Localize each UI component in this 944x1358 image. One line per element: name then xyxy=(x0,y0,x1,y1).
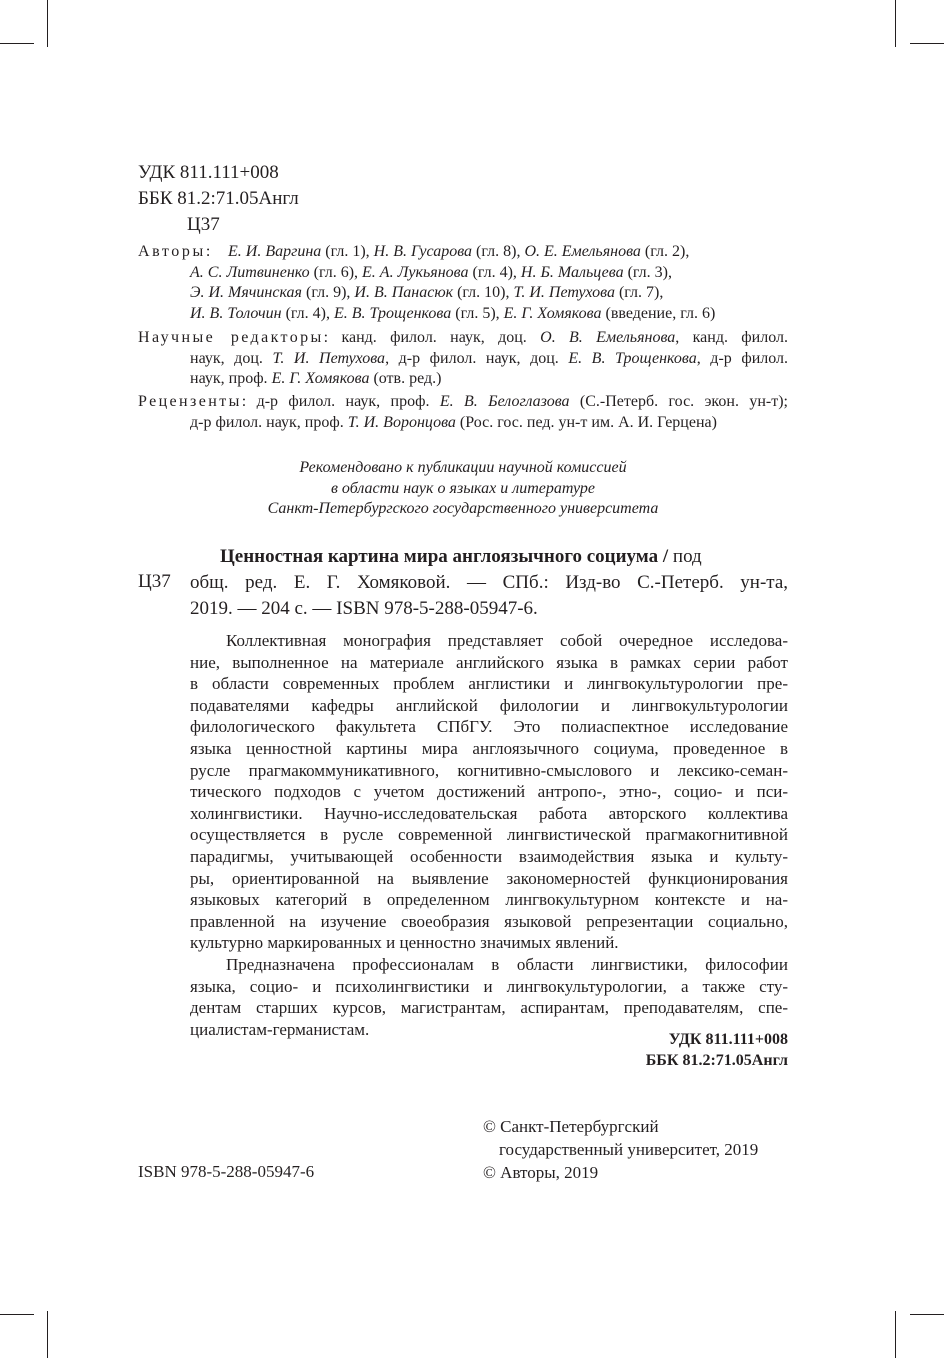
editors-line-text xyxy=(324,329,788,346)
header-udk: УДК 811.111+008 xyxy=(138,162,279,183)
reviewers-label: Рецензенты xyxy=(138,393,242,410)
authors-text: (гл. 2), xyxy=(640,243,690,260)
person-name: Е. А. Лукьянова xyxy=(362,263,469,281)
abstract-line: филологического факультета СПбГУ. Это полиаспектное исследование xyxy=(190,717,788,737)
editors-block xyxy=(138,328,788,390)
copyright-authors: © Авторы, 2019 xyxy=(483,1163,599,1182)
reviewers-line-text xyxy=(242,393,788,410)
editors-text: , д-р филол. xyxy=(696,349,789,367)
reviewers-text: д-р филол. наук, проф. xyxy=(190,413,348,431)
person-name: Е. В. Трощенкова xyxy=(568,349,697,367)
abstract-line: русле прагмакоммуникативного, когнитивно-смыслового и лексико-семан- xyxy=(190,760,788,780)
person-name: А. С. Литвиненко xyxy=(190,263,310,281)
abstract xyxy=(190,630,788,1040)
abstract-paragraph-1 xyxy=(190,630,788,954)
abstract-line: Предназначена профессионалам в области лингвистики, философии xyxy=(226,954,788,974)
editors-text: (отв. ред.) xyxy=(369,370,442,388)
abstract-line: Коллективная монография представляет собой очередное исследова- xyxy=(226,631,788,650)
person-name: И. В. Панасюк xyxy=(354,284,454,302)
abstract-line: языка ценностной картины мира англоязычного социума, проведенное в xyxy=(190,738,788,758)
reviewers-text: : д-р филол. наук, проф. xyxy=(241,393,440,410)
crop-mark-top-right-vertical xyxy=(895,0,896,47)
person-name: Н. Б. Мальцева xyxy=(520,263,624,281)
authors-text: (введение, гл. 6) xyxy=(601,304,716,322)
person-name: Е. В. Белоглазова xyxy=(439,393,570,410)
abstract-line: ние, выполненное на материале английского языка в рамках серии работ xyxy=(190,652,788,672)
person-name: И. В. Толочин xyxy=(190,304,282,322)
person-name: О. В. Емельянова xyxy=(540,329,676,346)
authors-label: Авторы: xyxy=(138,243,213,260)
person-name: О. Е. Емельянова xyxy=(524,243,641,260)
person-name: Т. И. Петухова xyxy=(272,349,386,367)
authors-text: (гл. 1), xyxy=(321,243,374,260)
abstract-line: тического подходов с учетом достижений антропо-, этно-, социо- и пси- xyxy=(190,782,788,802)
person-name: Е. Г. Хомякова xyxy=(271,370,370,388)
authors-text: (гл. 9), xyxy=(302,284,355,302)
reviewers-line xyxy=(138,413,788,434)
editors-line xyxy=(138,349,788,370)
reviewers-line xyxy=(138,392,788,413)
authors-line xyxy=(138,263,788,284)
bibliography-line-1-rest: под xyxy=(668,546,702,567)
abstract-line: языковых категорий в определенном лингвокультурном контексте и на- xyxy=(190,890,788,910)
abstract-line: осуществляется в русле современной лингвистической прагмакогнитивной xyxy=(190,825,788,845)
crop-mark-top-left-horizontal xyxy=(0,43,34,44)
abstract-paragraph-2 xyxy=(190,954,788,1040)
authors-text: (гл. 4), xyxy=(281,304,334,322)
abstract-line: правленной на изучение своеобразия языковой репрезентации социально, xyxy=(190,911,788,931)
person-name: Т. И. Воронцова xyxy=(347,413,456,431)
abstract-line: циалистам-германистам. xyxy=(190,1019,370,1039)
classification-udk: УДК 811.111+008 xyxy=(668,1031,788,1048)
abstract-line: культурно маркированных и ценностно значимых явлений. xyxy=(190,933,619,953)
reviewers-text: (Рос. гос. пед. ун-т им. А. И. Герцена) xyxy=(455,413,717,431)
bibliography-code: Ц37 xyxy=(138,571,171,592)
copyright-block xyxy=(483,1115,758,1184)
editors-text: наук, проф. xyxy=(190,370,272,388)
person-name: Е. И. Варгина xyxy=(228,243,322,260)
authors-line xyxy=(138,283,788,304)
bibliography-line-3: 2019. — 204 с. — ISBN 978-5-288-05947-6. xyxy=(190,598,538,619)
bibliography-line-1 xyxy=(190,544,788,570)
abstract-line: подавателями кафедры английской филологии и лингвокультурологии xyxy=(190,695,788,715)
recommendation-line: в области наук о языках и литературе xyxy=(330,479,595,497)
authors-text: (гл. 7), xyxy=(614,284,664,302)
editors-line-text xyxy=(190,350,788,367)
abstract-line: языка, социо- и психолингвистики и лингвокультурологии, а также сту- xyxy=(190,976,788,996)
authors-text: (гл. 5), xyxy=(451,304,504,322)
crop-mark-bottom-left-horizontal xyxy=(0,1314,34,1315)
authors-line-text xyxy=(190,264,672,281)
crop-mark-bottom-right-vertical xyxy=(895,1311,896,1358)
classification-bbk: ББК 81.2:71.05Англ xyxy=(645,1051,788,1069)
person-name: Э. И. Мячинская xyxy=(190,284,302,302)
editors-label: Научные редакторы xyxy=(138,329,324,346)
authors-line-text xyxy=(190,305,715,322)
crop-mark-bottom-right-horizontal xyxy=(910,1314,944,1315)
classification-block xyxy=(488,1030,788,1071)
abstract-line: в области современных проблем англистики и лингвокультурологии пре- xyxy=(190,674,788,694)
bibliography-block xyxy=(190,544,788,622)
authors-text: (гл. 3), xyxy=(623,263,672,281)
book-title: Ценностная картина мира англоязычного социума / xyxy=(220,546,669,567)
copyright-university: © Санкт-Петербургский xyxy=(483,1117,659,1136)
authors-line-text xyxy=(190,284,663,301)
person-name: Е. Г. Хомякова xyxy=(503,304,602,322)
editors-text: : канд. филол. наук, доц. xyxy=(323,329,541,346)
recommendation-block xyxy=(138,458,788,520)
reviewers-block xyxy=(138,392,788,433)
editors-line xyxy=(138,328,788,349)
person-name: Е. В. Трощенкова xyxy=(333,304,452,322)
editors-text: , д-р филол. наук, доц. xyxy=(385,349,569,367)
editors-line xyxy=(138,369,788,390)
crop-mark-top-right-horizontal xyxy=(910,43,944,44)
header-author-code: Ц37 xyxy=(187,214,220,235)
editors-text: наук, доц. xyxy=(190,349,273,367)
abstract-line: ры, ориентированной на выявление закономерностей функционирования xyxy=(190,868,788,888)
abstract-line: холингвистики. Научно-исследовательская работа авторского коллектива xyxy=(190,803,788,823)
person-name: Т. И. Петухова xyxy=(513,284,615,302)
authors-line-text xyxy=(228,242,689,263)
crop-mark-top-left-vertical xyxy=(47,0,48,47)
authors-line xyxy=(138,242,788,263)
authors-text: (гл. 8), xyxy=(472,243,525,260)
authors-text: (гл. 6), xyxy=(309,263,363,281)
authors-line xyxy=(138,304,788,325)
person-name: Н. В. Гусарова xyxy=(373,243,473,260)
abstract-line: парадигмы, учитывающей особенности взаимодействия языка и культу- xyxy=(190,846,788,866)
recommendation-line: Санкт-Петербургского государственного университета xyxy=(267,500,659,518)
footer-isbn: ISBN 978-5-288-05947-6 xyxy=(138,1162,315,1181)
recommendation-line: Рекомендовано к публикации научной комиссией xyxy=(299,459,627,476)
authors-block xyxy=(138,242,788,324)
copyright-university-cont: государственный университет, 2019 xyxy=(499,1140,759,1159)
reviewers-text: (С.-Петерб. гос. экон. ун-т); xyxy=(569,393,788,410)
authors-text: (гл. 4), xyxy=(468,263,521,281)
abstract-line: дентам старших курсов, магистрантам, аспирантам, преподавателям, спе- xyxy=(190,998,788,1018)
authors-text: (гл. 10), xyxy=(453,284,514,302)
header-bbk: ББК 81.2:71.05Англ xyxy=(138,188,299,209)
bibliography-line-2: общ. ред. Е. Г. Хомяковой. — СПб.: Изд-во С.-Петерб. ун-та, xyxy=(190,572,788,593)
reviewers-line-text xyxy=(190,414,717,431)
editors-line-text xyxy=(190,370,441,387)
crop-mark-bottom-left-vertical xyxy=(47,1311,48,1358)
editors-text: , канд. филол. xyxy=(675,329,788,346)
